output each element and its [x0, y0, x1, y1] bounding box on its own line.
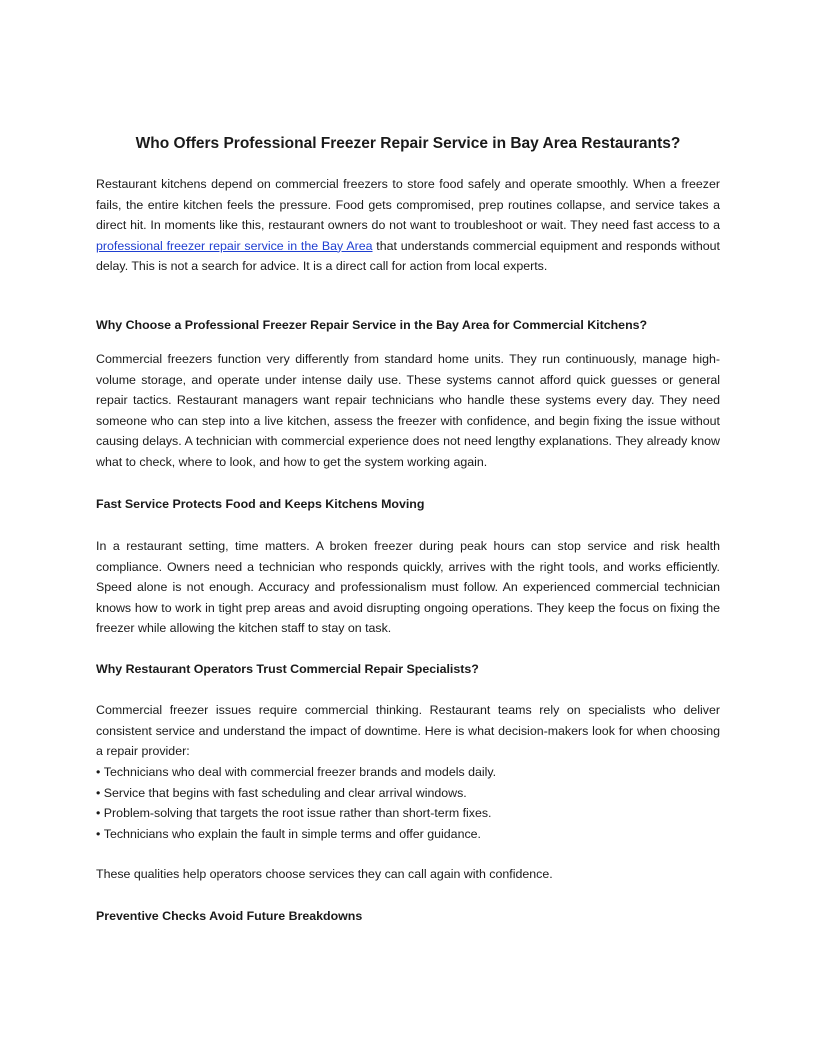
section-closing-trust: These qualities help operators choose services they can call again with confidence.	[96, 867, 553, 881]
section-heading-preventive: Preventive Checks Avoid Future Breakdowns	[96, 909, 363, 923]
intro-text-after: that understands commercial equipment and responds without delay. This is not a search for advice. It is a direct call for action from local experts.	[96, 238, 720, 274]
criteria-list	[96, 762, 720, 844]
list-item: • Technicians who deal with commercial freezer brands and models daily.	[96, 762, 720, 783]
section-body-trust: Commercial freezer issues require commercial thinking. Restaurant teams rely on specialists who deliver consistent service and understand the impact of downtime. Here is what decision-makers look for when choosing a repair provider:	[96, 703, 720, 759]
list-item: • Technicians who explain the fault in simple terms and offer guidance.	[96, 824, 720, 845]
intro-paragraph	[96, 174, 720, 277]
list-item: • Problem-solving that targets the root issue rather than short-term fixes.	[96, 803, 720, 824]
list-item: • Service that begins with fast scheduling and clear arrival windows.	[96, 783, 720, 804]
repair-service-link[interactable]: professional freezer repair service in the Bay Area	[96, 238, 373, 253]
section-body-fast-service: In a restaurant setting, time matters. A broken freezer during peak hours can stop service and risk health compliance. Owners need a technician who responds quickly, arrives with the right tools, and works efficiently. Speed alone is not enough. Accuracy and professionalism must follow. An experienced commercial technician knows how to work in tight prep areas and avoid disrupting ongoing operations. They keep the focus on fixing the freezer while allowing the kitchen staff to stay on task.	[96, 539, 720, 636]
section-heading-why-choose: Why Choose a Professional Freezer Repair Service in the Bay Area for Commercial Kitchens?	[96, 318, 648, 332]
section-heading-fast-service: Fast Service Protects Food and Keeps Kitchens Moving	[96, 497, 425, 511]
intro-text-before: Restaurant kitchens depend on commercial freezers to store food safely and operate smoothly. When a freezer fails, the entire kitchen feels the pressure. Food gets compromised, prep routines collapse, and service takes a direct hit. In moments like this, restaurant owners do not want to troubleshoot or wait. They need fast access to a	[96, 177, 720, 233]
section-heading-trust: Why Restaurant Operators Trust Commercial Repair Specialists?	[96, 662, 479, 676]
section-body-why-choose: Commercial freezers function very differently from standard home units. They run continuously, manage high-volume storage, and operate under intense daily use. These systems cannot afford quick guesses or general repair tactics. Restaurant managers want repair technicians who handle these systems every day. They need someone who can step into a live kitchen, assess the freezer with confidence, and begin fixing the issue without causing delays. A technician with commercial experience does not need lengthy explanations. They already know what to check, where to look, and how to get the system working again.	[96, 352, 720, 469]
page-title: Who Offers Professional Freezer Repair Service in Bay Area Restaurants?	[135, 135, 681, 152]
